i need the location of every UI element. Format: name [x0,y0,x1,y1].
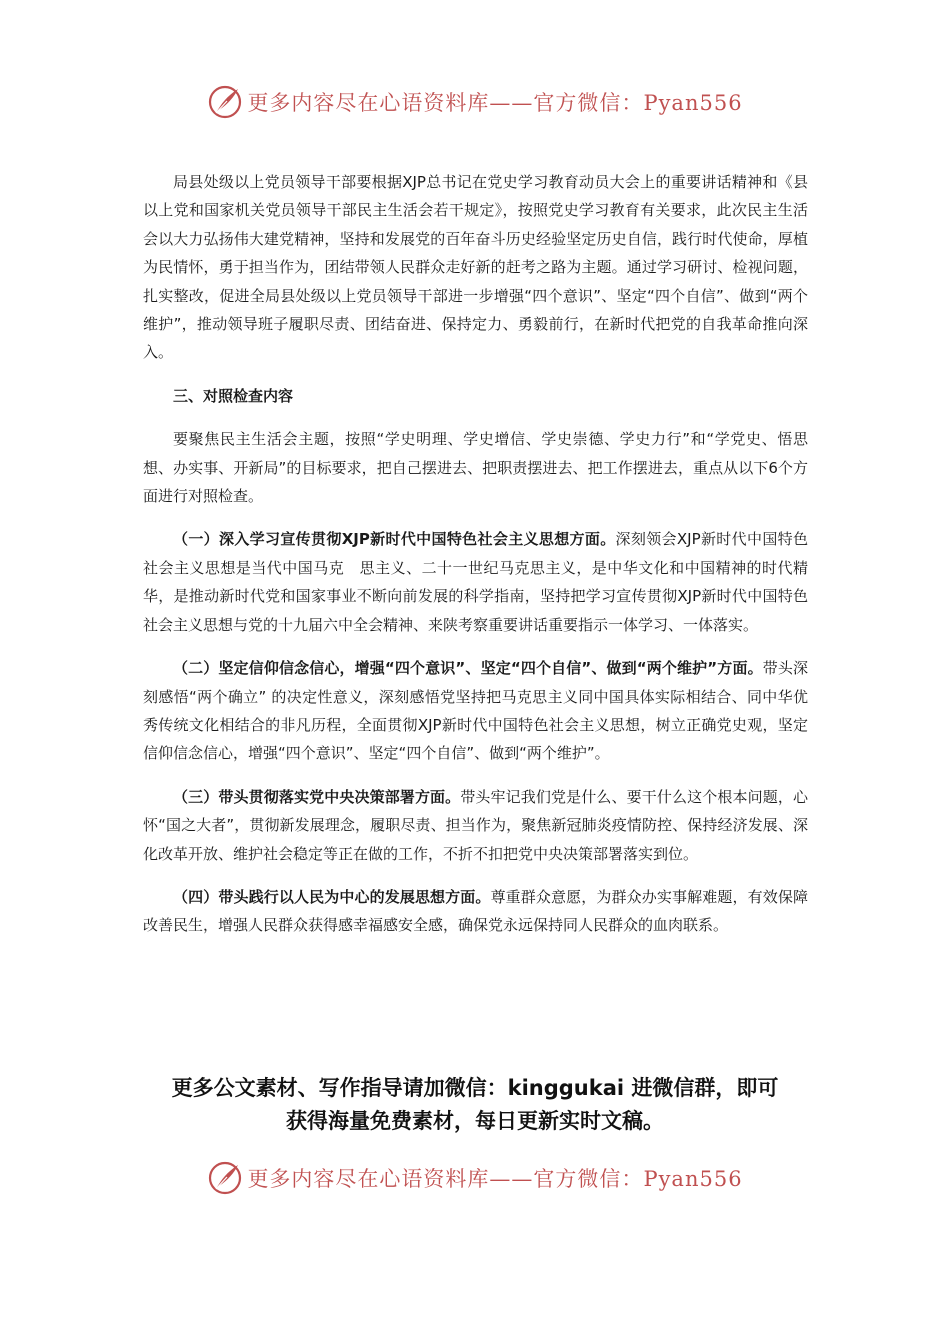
quill-logo-icon [207,1160,243,1196]
footer-banner [0,1158,950,1198]
item-1-body: 深刻领会XJP新时代中国特色社会主义思想是当代中国马克 思主义、二十一世纪马克思主义，是中华文化和中国精神的时代精华，是推动新时代党和国家事业不断向前发展的科学指南，坚持把学习宣传贯彻XJP新时代中国特色社会主义思想与党的十九届六中全会精神、来陕考察重要讲话重要指示一体学习、一体落实。 [143,530,808,634]
item-1-lead: （一）深入学习宣传贯彻XJP新时代中国特色社会主义思想方面。 [173,530,616,549]
item-3-lead: （三）带头贯彻落实党中央决策部署方面。 [173,787,461,806]
item-1-paragraph [143,525,808,639]
promo-line-2: 获得海量免费素材，每日更新实时文稿。 [286,1109,664,1133]
section-heading: 三、对照检查内容 [173,386,294,405]
item-4-paragraph [143,883,808,940]
banner-wechat-id: Pyan556 [643,1167,743,1191]
item-3-body: 带头牢记我们党是什么、要干什么这个根本问题，心怀“国之大者”，贯彻新发展理念，履职尽责、担当作为，聚焦新冠肺炎疫情防控、保持经济发展、深化改革开放、维护社会稳定等正在做的工作，不折不扣把党中央决策部署落实到位。 [143,787,808,863]
intro-paragraph: 局县处级以上党员领导干部要根据XJP总书记在党史学习教育动员大会上的重要讲话精神和《县以上党和国家机关党员领导干部民主生活会若干规定》，按照党史学习教育有关要求，此次民主生活会以大力弘扬伟大建党精神，坚持和发展党的百年奋斗历史经验坚定历史自信，践行时代使命，厚植为民情怀，勇于担当作为，团结带领人民群众走好新的赶考之路为主题。通过学习研讨、检视问题，扎实整改，促进全局县处级以上党员领导干部进一步增强“四个意识”、坚定“四个自信”、做到“两个维护”，推动领导班子履职尽责、团结奋进、保持定力、勇毅前行，在新时代把党的自我革命推向深入。 [143,173,808,362]
header-banner [0,82,950,122]
document-body [143,168,808,940]
item-2-paragraph [143,654,808,768]
promo-line-1: 更多公文素材、写作指导请加微信：kinggukai 进微信群，即可 [171,1076,779,1100]
promo-block [100,1072,850,1138]
item-3-paragraph [143,783,808,868]
item-4-lead: （四）带头践行以人民为中心的发展思想方面。 [173,887,491,906]
item-2-body: 带头深刻感悟“两个确立” 的决定性意义，深刻感悟党坚持把马克思主义同中国具体实际相结合、同中华优秀传统文化相结合的非凡历程，全面贯彻XJP新时代中国特色社会主义思想，树立正确党史观，坚定信仰信念信心，增强“四个意识”、坚定“四个自信”、做到“两个维护”。 [143,659,808,763]
item-2-lead: （二）坚定信仰信念信心，增强“四个意识”、坚定“四个自信”、做到“两个维护”方面。 [173,659,763,678]
banner-text: 更多内容尽在心语资料库——官方微信：Pyan556 [247,91,743,115]
quill-logo-icon [207,84,243,120]
item-4-body: 尊重群众意愿，为群众办实事解难题，有效保障改善民生，增强人民群众获得感幸福感安全感，确保党永远保持同人民群众的血肉联系。 [143,887,808,935]
banner-text: 更多内容尽在心语资料库——官方微信：Pyan556 [247,1167,743,1191]
banner-wechat-id: Pyan556 [643,91,743,115]
section-intro-paragraph: 要聚焦民主生活会主题，按照“学史明理、学史增信、学史崇德、学史力行”和“学党史、悟思想、办实事、开新局”的目标要求，把自己摆进去、把职责摆进去、把工作摆进去，重点从以下6个方面进行对照检查。 [143,430,808,506]
